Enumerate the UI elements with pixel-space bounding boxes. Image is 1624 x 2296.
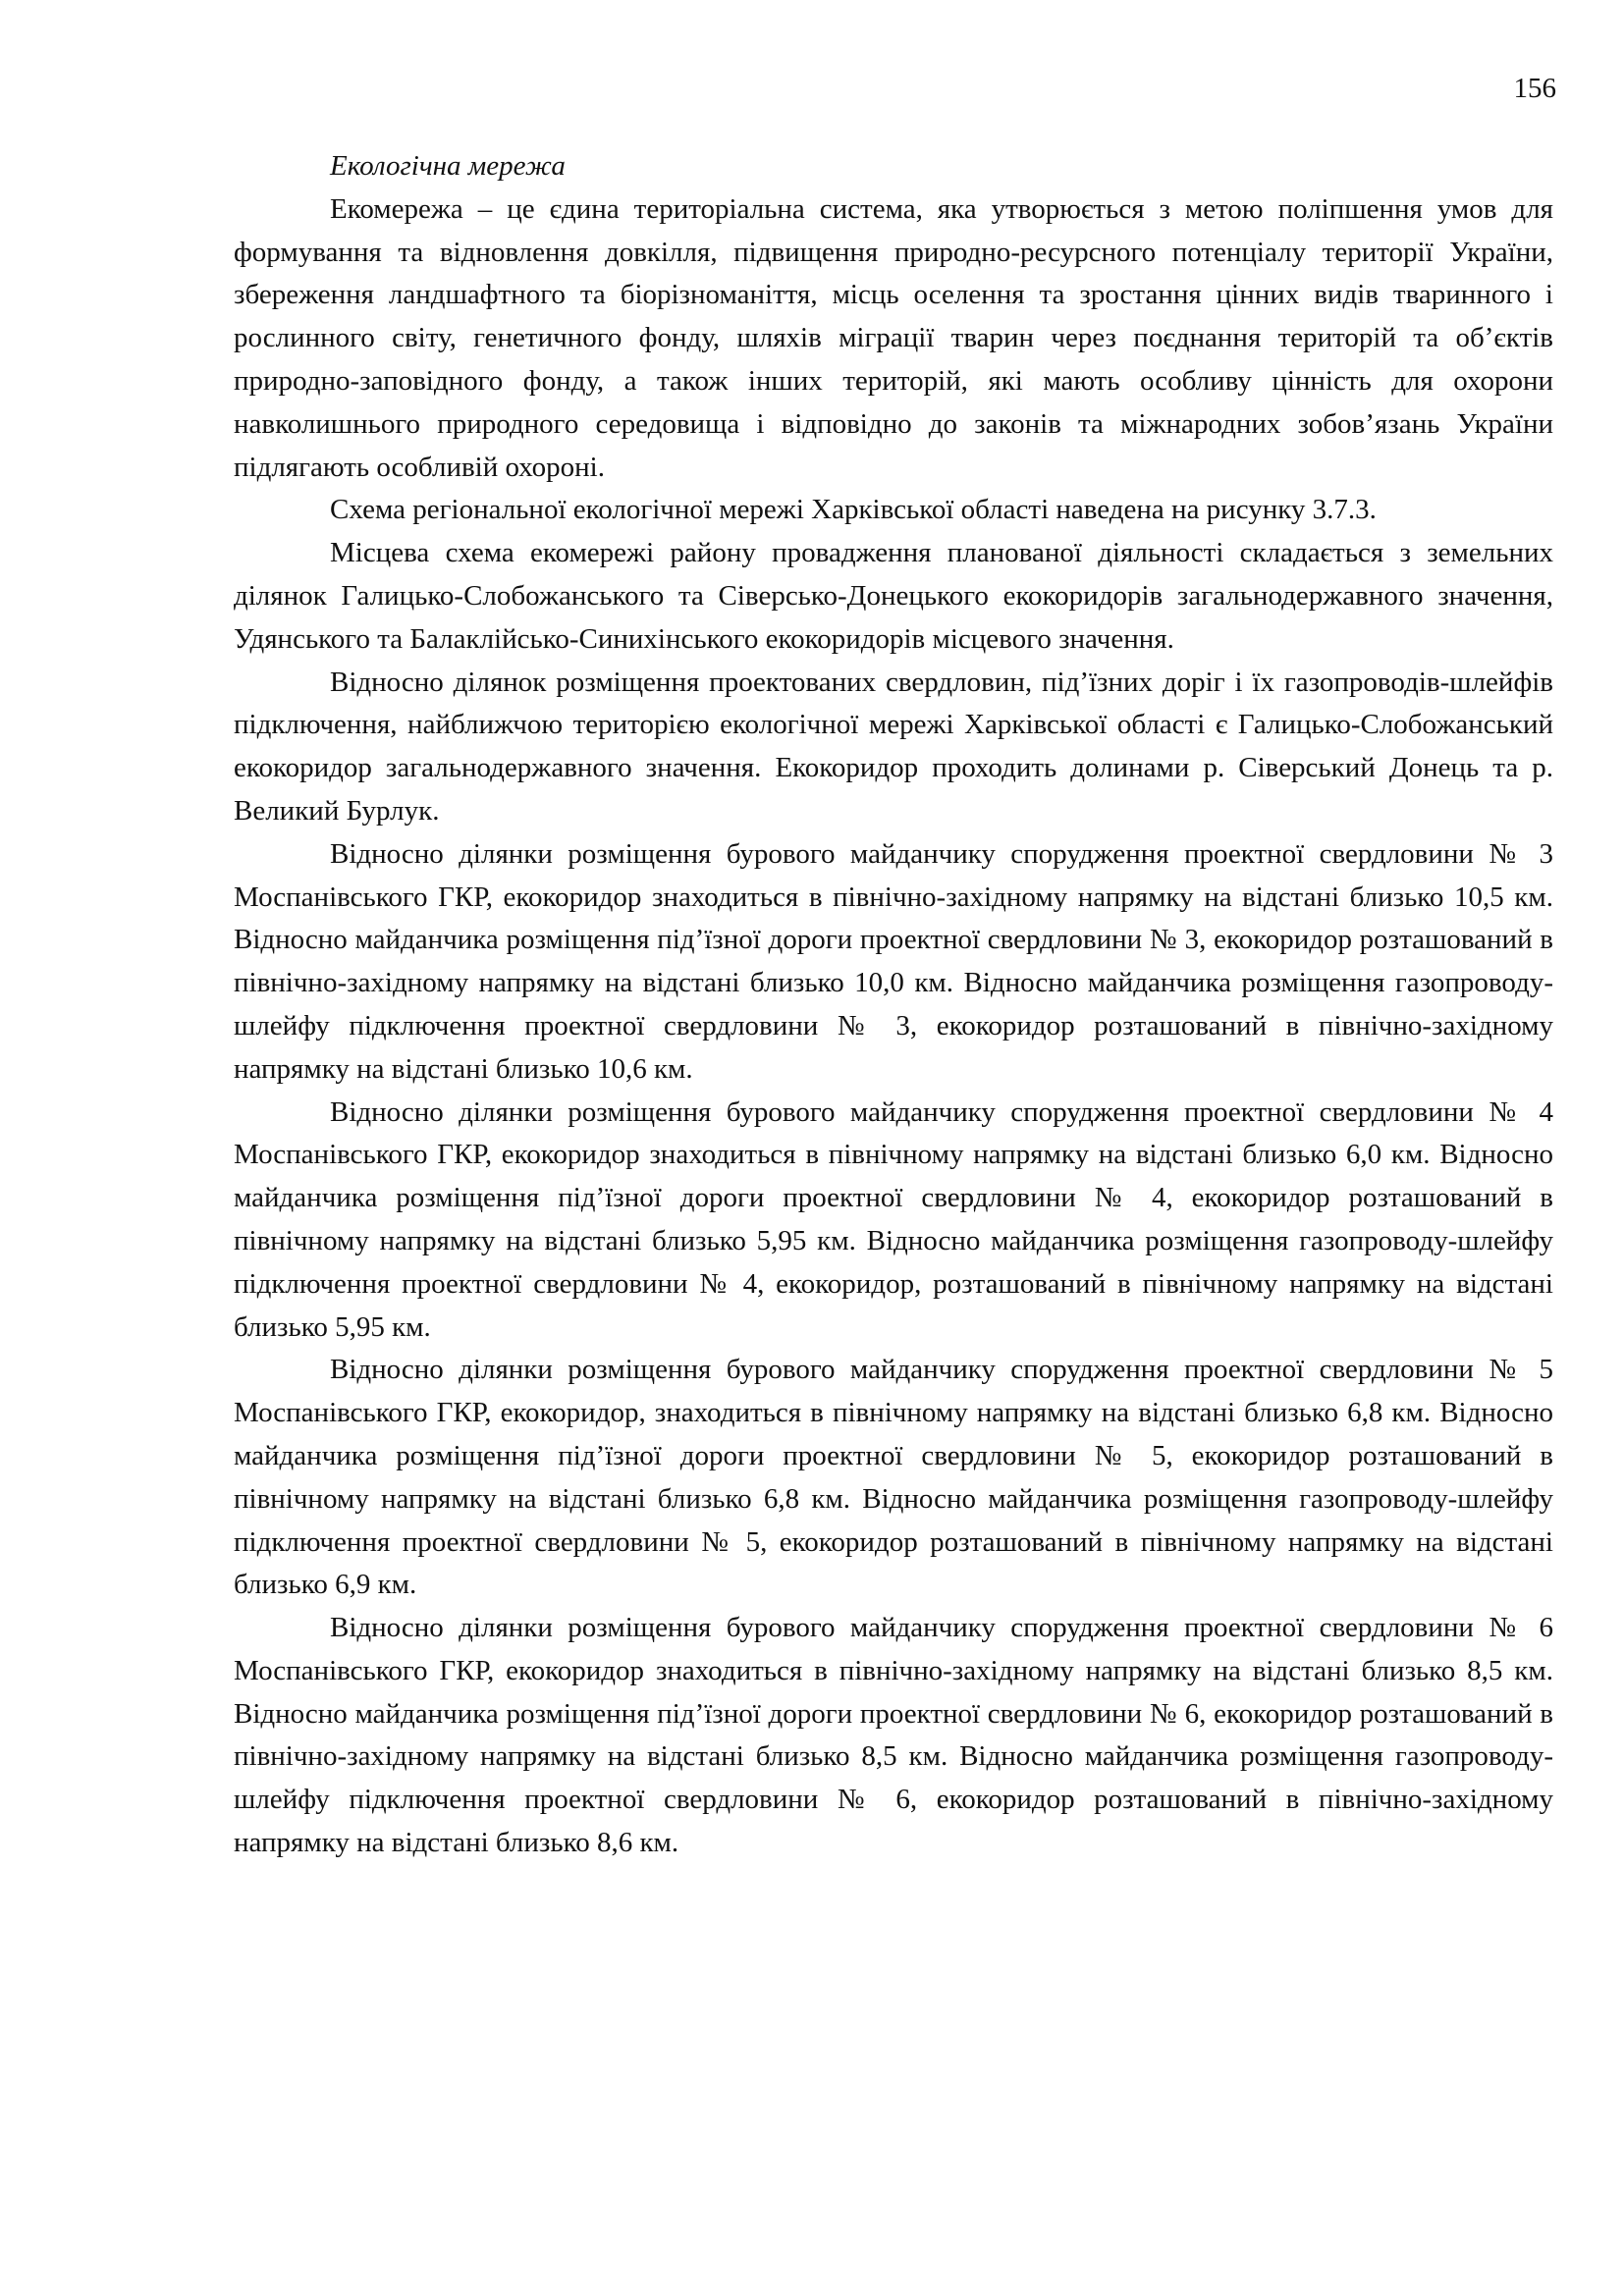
paragraph-local-scheme: Місцева схема екомережі району провадження планованої діяльності складається з земельних ділянок Галицько-Слобожанського та Сіверсько-Донецького екокоридорів загальнодержавного значення, Удянського та Балаклійсько-Синихінського екокоридорів місцевого значення. [234, 537, 1553, 655]
paragraph-well-5: Відносно ділянки розміщення бурового майданчику спорудження проектної свердловини № 5 Моспанівського ГКР, екокоридор, знаходиться в північному напрямку на відстані близько 6,8 км. Відносно майданчика розміщення під’їзної дороги проектної свердловини № 5, екокоридор розташований в північному напрямку на відстані близько 6,8 км. Відносно майданчика розміщення газопроводу-шлейфу підключення проектної свердловини № 5, екокоридор розташований в північному напрямку на відстані близько 6,9 км. [234, 1354, 1553, 1601]
paragraph-well-6: Відносно ділянки розміщення бурового майданчику спорудження проектної свердловини № 6 Моспанівського ГКР, екокоридор знаходиться в північно-західному напрямку на відстані близько 8,5 км. Відносно майданчика розміщення під’їзної дороги проектної свердловини № 6, екокоридор розташований в північно-західному напрямку на відстані близько 8,5 км. Відносно майданчика розміщення газопроводу-шлейфу підключення проектної свердловини № 6, екокоридор розташований в північно-західному напрямку на відстані близько 8,6 км. [234, 1612, 1553, 1859]
section-title: Екологічна мережа [330, 150, 566, 182]
page-number: 156 [1513, 73, 1556, 104]
paragraph-nearest-corridor: Відносно ділянок розміщення проектованих свердловин, під’їзних доріг і їх газопроводів-шлейфів підключення, найближчою територією екологічної мережі Харківської області є Галицько-Слобожанський екокоридор загальнодержавного значення. Екокоридор проходить долинами р. Сіверський Донець та р. Великий Бурлук. [234, 666, 1553, 827]
paragraph-well-3: Відносно ділянки розміщення бурового майданчику спорудження проектної свердловини № 3 Моспанівського ГКР, екокоридор знаходиться в північно-західному напрямку на відстані близько 10,5 км. Відносно майданчика розміщення під’їзної дороги проектної свердловини № 3, екокоридор розташований в північно-західному напрямку на відстані близько 10,0 км. Відносно майданчика розміщення газопроводу-шлейфу підключення проектної свердловини № 3, екокоридор розташований в північно-західному напрямку на відстані близько 10,6 км. [234, 837, 1553, 1085]
document-body [234, 145, 1553, 1865]
paragraph-well-4: Відносно ділянки розміщення бурового майданчику спорудження проектної свердловини № 4 Моспанівського ГКР, екокоридор знаходиться в північному напрямку на відстані близько 6,0 км. Відносно майданчика розміщення під’їзної дороги проектної свердловини № 4, екокоридор розташований в північному напрямку на відстані близько 5,95 км. Відносно майданчика розміщення газопроводу-шлейфу підключення проектної свердловини № 4, екокоридор, розташований в північному напрямку на відстані близько 5,95 км. [234, 1095, 1553, 1343]
paragraph-regional-scheme-reference: Схема регіональної екологічної мережі Харківської області наведена на рисунку 3.7.3. [330, 494, 1377, 526]
paragraph-ecological-network-definition: Екомережа – це єдина територіальна система, яка утворюється з метою поліпшення умов для формування та відновлення довкілля, підвищення природно-ресурсного потенціалу території України, збереження ландшафтного та біорізноманіття, місць оселення та зростання цінних видів тваринного і рослинного світу, генетичного фонду, шляхів міграції тварин через поєднання територій та об’єктів природно-заповідного фонду, а також інших територій, які мають особливу цінність для охорони навколишнього природного середовища і відповідно до законів та міжнародних зобов’язань України підлягають особливій охороні. [234, 192, 1553, 483]
